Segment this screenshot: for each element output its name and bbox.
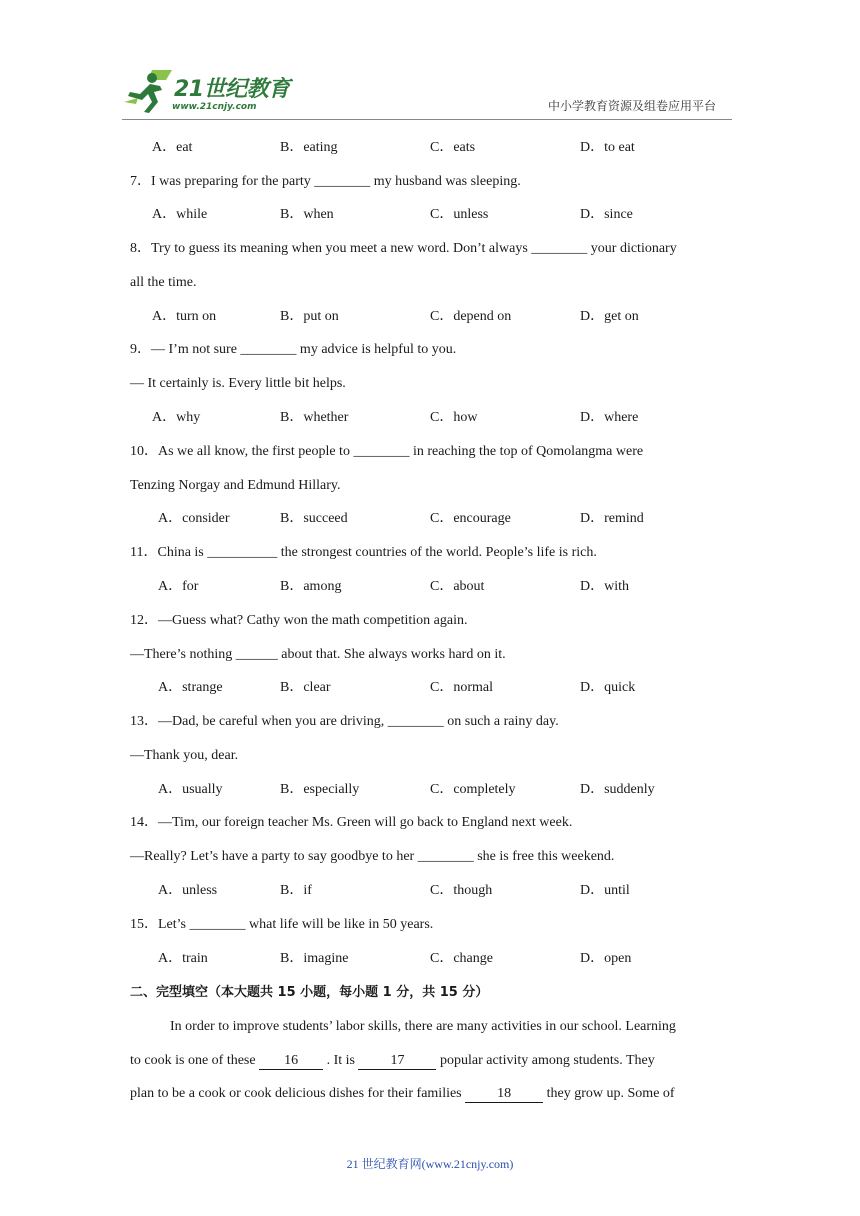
q14-options <box>0 881 860 901</box>
question-13-reply: —Thank you, dear. <box>130 748 239 763</box>
option-d[interactable]: D．where <box>580 410 639 425</box>
option-d[interactable]: D．open <box>580 951 632 966</box>
passage-line-3 <box>130 1084 734 1104</box>
option-c[interactable]: C．normal <box>430 680 493 695</box>
passage-text: they grow up. Some of <box>546 1086 675 1101</box>
passage-text: . It is <box>326 1053 359 1068</box>
section-2-title: 二、完型填空（本大题共 15 小题，每小题 1 分，共 15 分） <box>130 985 489 1000</box>
passage-text: plan to be a cook or cook delicious dishes for their families <box>130 1086 466 1101</box>
q7-options <box>0 205 860 225</box>
option-b[interactable]: B．eating <box>280 140 338 155</box>
option-c[interactable]: C．change <box>430 951 493 966</box>
option-d[interactable]: D．quick <box>580 680 636 695</box>
option-c[interactable]: C．unless <box>430 207 489 222</box>
passage-text: popular activity among students. They <box>439 1053 655 1068</box>
question-11-stem: 11．China is __________ the strongest countries of the world. People’s life is rich. <box>130 545 597 560</box>
option-a[interactable]: A．unless <box>158 883 218 898</box>
q10-options <box>0 509 860 529</box>
header-divider <box>122 119 732 120</box>
logo-url: www.21cnjy.com <box>172 102 257 112</box>
option-d[interactable]: D．since <box>580 207 633 222</box>
option-a[interactable]: A．consider <box>158 511 230 526</box>
passage-line-1: In order to improve students’ labor skills, there are many activities in our school. Learning <box>170 1019 676 1034</box>
option-b[interactable]: B．imagine <box>280 951 349 966</box>
option-c[interactable]: C．how <box>430 410 478 425</box>
cloze-blank-16[interactable]: 16 <box>259 1053 323 1070</box>
page-footer[interactable]: 21 世纪教育网(www.21cnjy.com) <box>346 1157 514 1171</box>
q6-options <box>0 138 860 158</box>
question-12-stem: 12．—Guess what? Cathy won the math competition again. <box>130 613 468 628</box>
option-a[interactable]: A．strange <box>158 680 223 695</box>
option-b[interactable]: B．especially <box>280 782 360 797</box>
question-10-stem-cont: Tenzing Norgay and Edmund Hillary. <box>130 478 341 493</box>
option-b[interactable]: B．if <box>280 883 312 898</box>
question-7-stem: 7．I was preparing for the party ________ my husband was sleeping. <box>130 174 521 189</box>
option-a[interactable]: A．usually <box>158 782 223 797</box>
option-b[interactable]: B．whether <box>280 410 349 425</box>
logo-wordmark: 21世纪教育 <box>174 77 290 102</box>
question-12-reply: —There’s nothing ______ about that. She always works hard on it. <box>130 647 506 662</box>
q15-options <box>0 949 860 969</box>
q9-options <box>0 408 860 428</box>
cloze-blank-17[interactable]: 17 <box>358 1053 436 1070</box>
option-a[interactable]: A．for <box>158 579 199 594</box>
option-c[interactable]: C．though <box>430 883 493 898</box>
question-9-stem: 9．— I’m not sure ________ my advice is helpful to you. <box>130 342 457 357</box>
question-14-reply: —Really? Let’s have a party to say goodbye to her ________ she is free this weekend. <box>130 849 615 864</box>
header-tagline: 中小学教育资源及组卷应用平台 <box>548 99 717 113</box>
option-a[interactable]: A．turn on <box>152 309 217 324</box>
option-b[interactable]: B．put on <box>280 309 339 324</box>
passage-text: to cook is one of these <box>130 1053 260 1068</box>
option-a[interactable]: A．train <box>158 951 208 966</box>
option-d[interactable]: D．until <box>580 883 630 898</box>
question-8-stem: 8．Try to guess its meaning when you meet a new word. Don’t always ________ your dictionary <box>130 241 677 256</box>
q13-options <box>0 780 860 800</box>
option-b[interactable]: B．among <box>280 579 342 594</box>
page-header <box>0 0 860 125</box>
option-b[interactable]: B．when <box>280 207 334 222</box>
question-9-reply: — It certainly is. Every little bit helps. <box>130 376 346 391</box>
option-b[interactable]: B．clear <box>280 680 331 695</box>
option-a[interactable]: A．eat <box>152 140 193 155</box>
q11-options <box>0 577 860 597</box>
option-c[interactable]: C．depend on <box>430 309 512 324</box>
question-10-stem: 10．As we all know, the first people to ________ in reaching the top of Qomolangma were <box>130 444 644 459</box>
cloze-blank-18[interactable]: 18 <box>465 1086 543 1103</box>
question-14-stem: 14．—Tim, our foreign teacher Ms. Green will go back to England next week. <box>130 815 573 830</box>
option-c[interactable]: C．encourage <box>430 511 511 526</box>
question-13-stem: 13．—Dad, be careful when you are driving, ________ on such a rainy day. <box>130 714 559 729</box>
site-logo <box>122 68 292 118</box>
option-c[interactable]: C．about <box>430 579 485 594</box>
runner-logo-icon <box>122 68 174 114</box>
passage-line-2 <box>130 1051 734 1071</box>
q12-options <box>0 678 860 698</box>
option-d[interactable]: D．get on <box>580 309 639 324</box>
option-b[interactable]: B．succeed <box>280 511 348 526</box>
question-8-stem-cont: all the time. <box>130 275 197 290</box>
q8-options <box>0 307 860 327</box>
option-c[interactable]: C．eats <box>430 140 476 155</box>
option-d[interactable]: D．with <box>580 579 629 594</box>
option-a[interactable]: A．why <box>152 410 201 425</box>
option-d[interactable]: D．to eat <box>580 140 635 155</box>
option-a[interactable]: A．while <box>152 207 208 222</box>
option-c[interactable]: C．completely <box>430 782 516 797</box>
option-d[interactable]: D．suddenly <box>580 782 655 797</box>
option-d[interactable]: D．remind <box>580 511 644 526</box>
question-15-stem: 15．Let’s ________ what life will be like in 50 years. <box>130 917 434 932</box>
